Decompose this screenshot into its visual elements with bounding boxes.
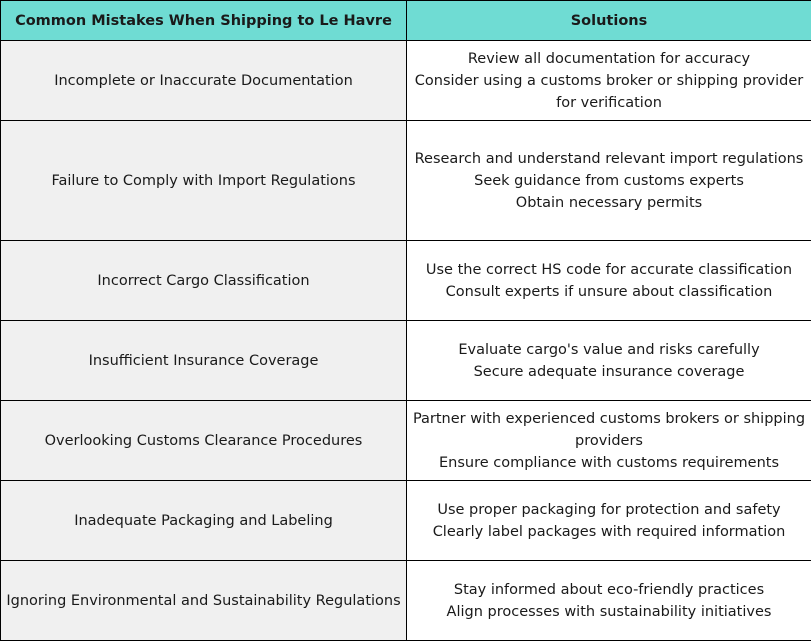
mistake-cell: Ignoring Environmental and Sustainability Regulations: [1, 561, 407, 641]
solution-line: Partner with experienced customs brokers or shipping providers: [412, 410, 806, 449]
solution-line: Research and understand relevant import regulations: [414, 150, 804, 167]
mistake-cell: Failure to Comply with Import Regulations: [1, 121, 407, 241]
mistake-cell: Incorrect Cargo Classification: [1, 241, 407, 321]
solution-line: Align processes with sustainability initiatives: [446, 603, 772, 620]
solution-cell: [407, 241, 811, 321]
solution-cell: [407, 121, 811, 241]
table-row: [1, 481, 811, 561]
solution-cell: [407, 561, 811, 641]
table-row: [1, 561, 811, 641]
solution-cell: [407, 401, 811, 481]
solution-line: Stay informed about eco-friendly practices: [453, 581, 765, 598]
header-mistakes: Common Mistakes When Shipping to Le Havre: [1, 1, 407, 41]
solution-line: Secure adequate insurance coverage: [473, 363, 745, 380]
table-row: [1, 121, 811, 241]
table-row: [1, 41, 811, 121]
table-row: [1, 241, 811, 321]
mistake-cell: Incomplete or Inaccurate Documentation: [1, 41, 407, 121]
mistake-cell: Inadequate Packaging and Labeling: [1, 481, 407, 561]
solution-cell: [407, 321, 811, 401]
solution-line: Review all documentation for accuracy: [467, 50, 751, 67]
solution-line: Use proper packaging for protection and safety: [437, 501, 781, 518]
solution-line: Consider using a customs broker or shipping provider for verification: [414, 72, 804, 111]
solution-line: Obtain necessary permits: [515, 194, 703, 211]
solution-cell: [407, 41, 811, 121]
solution-cell: [407, 481, 811, 561]
header-row: [1, 1, 811, 41]
header-solutions: Solutions: [407, 1, 811, 41]
solution-line: Clearly label packages with required information: [432, 523, 786, 540]
mistake-cell: Overlooking Customs Clearance Procedures: [1, 401, 407, 481]
solution-line: Consult experts if unsure about classification: [445, 283, 773, 300]
table-row: [1, 401, 811, 481]
solution-line: Evaluate cargo's value and risks carefully: [458, 341, 760, 358]
solution-line: Ensure compliance with customs requirements: [438, 454, 780, 471]
solution-line: Seek guidance from customs experts: [474, 172, 744, 189]
solution-line: Use the correct HS code for accurate classification: [425, 261, 793, 278]
table-row: [1, 321, 811, 401]
mistake-cell: Insufficient Insurance Coverage: [1, 321, 407, 401]
